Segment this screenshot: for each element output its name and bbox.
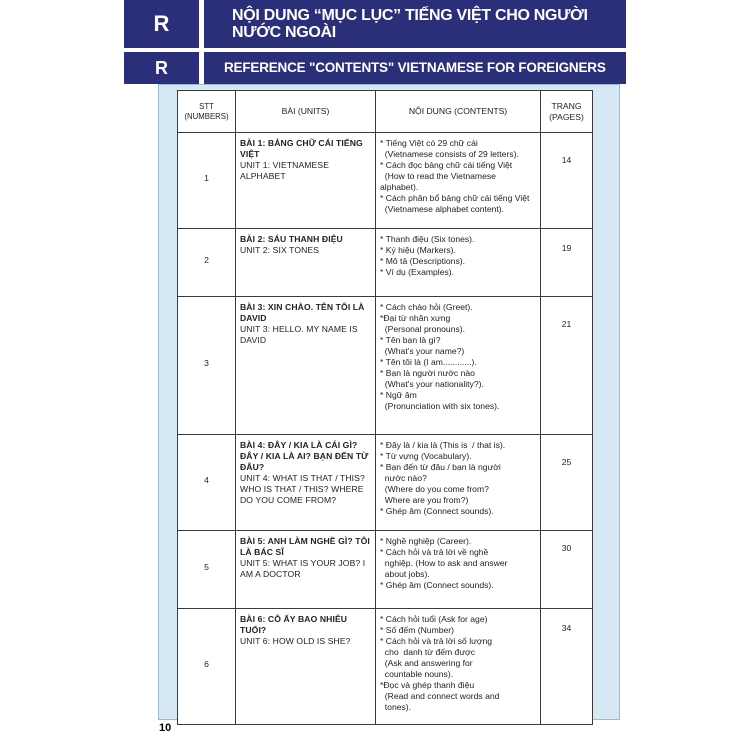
unit-title-english: UNIT 5: WHAT IS YOUR JOB? I AM A DOCTOR	[240, 558, 366, 579]
content-line: tones).	[380, 702, 412, 712]
unit-cell	[236, 297, 376, 435]
table-row	[178, 531, 593, 609]
content-line: (Personal pronouns).	[380, 324, 466, 334]
header-pages: TRANG (PAGES)	[541, 91, 593, 133]
header-band-english	[124, 52, 626, 84]
table-row	[178, 133, 593, 229]
page-title-english: REFERENCE "CONTENTS" VIETNAMESE FOR FOREIGNERS	[224, 60, 606, 75]
content-line: * Tên tôi là (I am............).	[380, 357, 477, 367]
contents-cell	[376, 297, 541, 435]
page-ref: 25	[561, 457, 572, 467]
content-line: countable nouns).	[380, 669, 454, 679]
content-line: * Số đếm (Number)	[380, 625, 455, 635]
unit-title-english: UNIT 2: SIX TONES	[240, 245, 320, 255]
row-number: 2	[178, 229, 236, 297]
table-row	[178, 435, 593, 531]
section-badge: R	[124, 0, 204, 48]
content-line: * Mô tả (Descriptions).	[380, 256, 466, 266]
contents-cell	[376, 609, 541, 725]
content-line: * Từ vựng (Vocabulary).	[380, 451, 472, 461]
unit-cell	[236, 609, 376, 725]
content-line: * Ghép âm (Connect sounds).	[380, 506, 494, 516]
content-line: * Cách phân bổ bảng chữ cái tiếng Việt	[380, 193, 530, 203]
content-line: * Ví dụ (Examples).	[380, 267, 455, 277]
unit-title-vietnamese: BÀI 1: BẢNG CHỮ CÁI TIẾNG VIỆT	[240, 138, 363, 159]
content-line: * Cách chào hỏi (Greet).	[380, 302, 473, 312]
contents-cell	[376, 435, 541, 531]
content-line: (Vietnamese alphabet content).	[380, 204, 505, 214]
page-ref: 14	[561, 155, 572, 165]
content-line: (Read and connect words and	[380, 691, 500, 701]
content-line: about jobs).	[380, 569, 430, 579]
table-row	[178, 229, 593, 297]
content-line: (Ask and answering for	[380, 658, 473, 668]
content-line: cho danh từ đếm được	[380, 647, 476, 657]
page-ref: 34	[561, 623, 572, 633]
row-number: 5	[178, 531, 236, 609]
header-units: BÀI (UNITS)	[236, 91, 376, 133]
content-line: (Pronunciation with six tones).	[380, 401, 500, 411]
content-line: (How to read the Vietnamese alphabet).	[380, 171, 499, 192]
content-line: * Tiếng Việt có 29 chữ cái	[380, 138, 478, 148]
unit-title-english: UNIT 4: WHAT IS THAT / THIS? WHO IS THAT / THIS? WHERE DO YOU COME FROM?	[240, 473, 365, 505]
row-number: 6	[178, 609, 236, 725]
page-number-cell	[541, 133, 593, 229]
content-line: * Cách đọc bảng chữ cái tiếng Việt	[380, 160, 513, 170]
unit-title-vietnamese: BÀI 5: ANH LÀM NGHỀ GÌ? TÔI LÀ BÁC SĨ	[240, 536, 370, 557]
page-ref: 19	[561, 243, 572, 253]
unit-cell	[236, 229, 376, 297]
page-ref: 21	[561, 319, 572, 329]
content-line: nước nào?	[380, 473, 427, 483]
row-number: 1	[178, 133, 236, 229]
unit-title-vietnamese: BÀI 6: CÔ ẤY BAO NHIÊU TUỔI?	[240, 614, 348, 635]
page-number: 10	[159, 722, 172, 734]
header-stt: STT (NUMBERS)	[178, 91, 236, 133]
contents-cell	[376, 229, 541, 297]
contents-cell	[376, 133, 541, 229]
unit-cell	[236, 435, 376, 531]
content-line: * Thanh điệu (Six tones).	[380, 234, 475, 244]
row-number: 4	[178, 435, 236, 531]
content-line: *Đại từ nhân xưng	[380, 313, 451, 323]
content-line: * Đây là / kia là (This is / that is).	[380, 440, 506, 450]
page-number-cell	[541, 435, 593, 531]
contents-cell	[376, 531, 541, 609]
page-number-cell	[541, 531, 593, 609]
unit-title-vietnamese: BÀI 3: XIN CHÀO. TÊN TÔI LÀ DAVID	[240, 302, 365, 323]
content-line: (Where do you come from?	[380, 484, 489, 494]
content-line: * Bạn là người nước nào	[380, 368, 475, 378]
table-row	[178, 297, 593, 435]
content-line: * Tên bạn là gì?	[380, 335, 441, 345]
content-line: *Đọc và ghép thanh điệu	[380, 680, 475, 690]
content-line: Where are you from?)	[380, 495, 469, 505]
page-number-cell	[541, 609, 593, 725]
content-line: * Bạn đến từ đâu / bạn là người	[380, 462, 501, 472]
content-line: * Cách hỏi và trả lời về nghề	[380, 547, 489, 557]
unit-title-english: UNIT 6: HOW OLD IS SHE?	[240, 636, 351, 646]
page-number-cell	[541, 297, 593, 435]
contents-table	[177, 90, 593, 725]
unit-cell	[236, 133, 376, 229]
content-line: (What's your nationality?).	[380, 379, 484, 389]
content-line: * Ký hiệu (Markers).	[380, 245, 456, 255]
content-line: nghiệp. (How to ask and answer	[380, 558, 508, 568]
content-line: (What's your name?)	[380, 346, 465, 356]
unit-cell	[236, 531, 376, 609]
content-line: * Cách hỏi và trả lời số lượng	[380, 636, 493, 646]
page-number-cell	[541, 229, 593, 297]
unit-title-vietnamese: BÀI 4: ĐÂY / KIA LÀ CÁI GÌ? ĐÂY / KIA LÀ AI? BẠN ĐẾN TỪ ĐÂU?	[240, 440, 369, 472]
row-number: 3	[178, 297, 236, 435]
unit-title-english: UNIT 3: HELLO. MY NAME IS DAVID	[240, 324, 358, 345]
content-line: (Vietnamese consists of 29 letters).	[380, 149, 519, 159]
page-title-vietnamese: NỘI DUNG “MỤC LỤC” TIẾNG VIỆT CHO NGƯỜI NƯỚC NGOÀI	[232, 7, 588, 41]
content-line: * Ghép âm (Connect sounds).	[380, 580, 494, 590]
content-line: * Ngữ âm	[380, 390, 417, 400]
content-line: * Cách hỏi tuổi (Ask for age)	[380, 614, 488, 624]
header-band-vietnamese	[124, 0, 626, 48]
header-contents: NỘI DUNG (CONTENTS)	[376, 91, 541, 133]
content-line: * Nghề nghiệp (Career).	[380, 536, 472, 546]
unit-title-english: UNIT 1: VIETNAMESE ALPHABET	[240, 160, 330, 181]
section-badge: R	[124, 52, 204, 84]
page-ref: 30	[561, 543, 572, 553]
table-header-row	[178, 91, 593, 133]
unit-title-vietnamese: BÀI 2: SÁU THANH ĐIỆU	[240, 234, 343, 244]
table-row	[178, 609, 593, 725]
